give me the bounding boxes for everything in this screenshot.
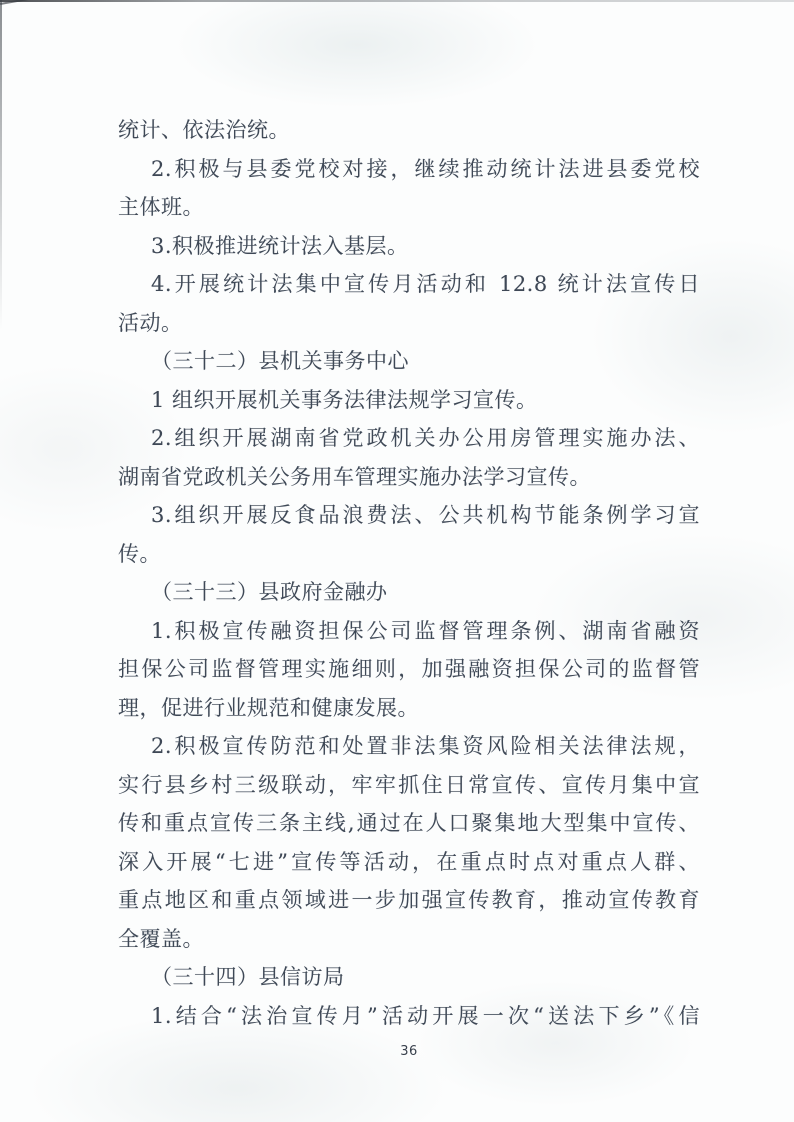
document-body	[118, 111, 700, 1035]
text-line: 担保公司监督管理实施细则，加强融资担保公司的监督管	[118, 657, 700, 681]
text-line: 全覆盖。	[118, 926, 204, 951]
text-line: 2.组织开展湖南省党政机关办公用房管理实施办法、	[151, 426, 700, 450]
scan-edge-top-line	[0, 0, 794, 2]
text-line: 理，促进行业规范和健康发展。	[118, 695, 419, 720]
text-line: 2.积极与县委党校对接，继续推动统计法进县委党校	[151, 156, 700, 181]
text-line: 4.开展统计法集中宣传月活动和 12.8 统计法宣传日	[151, 272, 700, 296]
text-line: 活动。	[118, 310, 183, 335]
text-line: 2.积极宣传防范和处置非法集资风险相关法律法规，	[151, 734, 700, 758]
page-number: 36	[400, 1044, 418, 1059]
text-line: 1 组织开展机关事务法律法规学习宣传。	[151, 387, 538, 412]
text-line: 重点地区和重点领域进一步加强宣传教育，推动宣传教育	[118, 888, 700, 912]
text-line: 传和重点宣传三条主线,通过在人口聚集地大型集中宣传、	[118, 811, 700, 835]
text-line: 主体班。	[118, 195, 204, 219]
text-line: 1.积极宣传融资担保公司监督管理条例、湖南省融资	[151, 618, 700, 643]
text-line: 1.结合“法治宣传月”活动开展一次“送法下乡”《信	[151, 1003, 700, 1028]
text-line: 3.积极推进统计法入基层。	[151, 233, 409, 258]
text-line: 统计、依法治统。	[118, 118, 290, 142]
text-line: 传。	[118, 541, 161, 566]
text-line: 深入开展“七进”宣传等活动，在重点时点对重点人群、	[118, 849, 700, 874]
text-line: （三十四）县信访局	[151, 965, 345, 989]
text-line: 湖南省党政机关公务用车管理实施办法学习宣传。	[118, 464, 591, 489]
text-line: 3.组织开展反食品浪费法、公共机构节能条例学习宣	[151, 503, 700, 527]
scan-edge-left-line	[0, 0, 2, 330]
text-line: （三十二）县机关事务中心	[151, 349, 409, 373]
text-line: （三十三）县政府金融办	[151, 580, 388, 604]
text-line: 实行县乡村三级联动，牢牢抓住日常宣传、宣传月集中宣	[118, 772, 700, 797]
